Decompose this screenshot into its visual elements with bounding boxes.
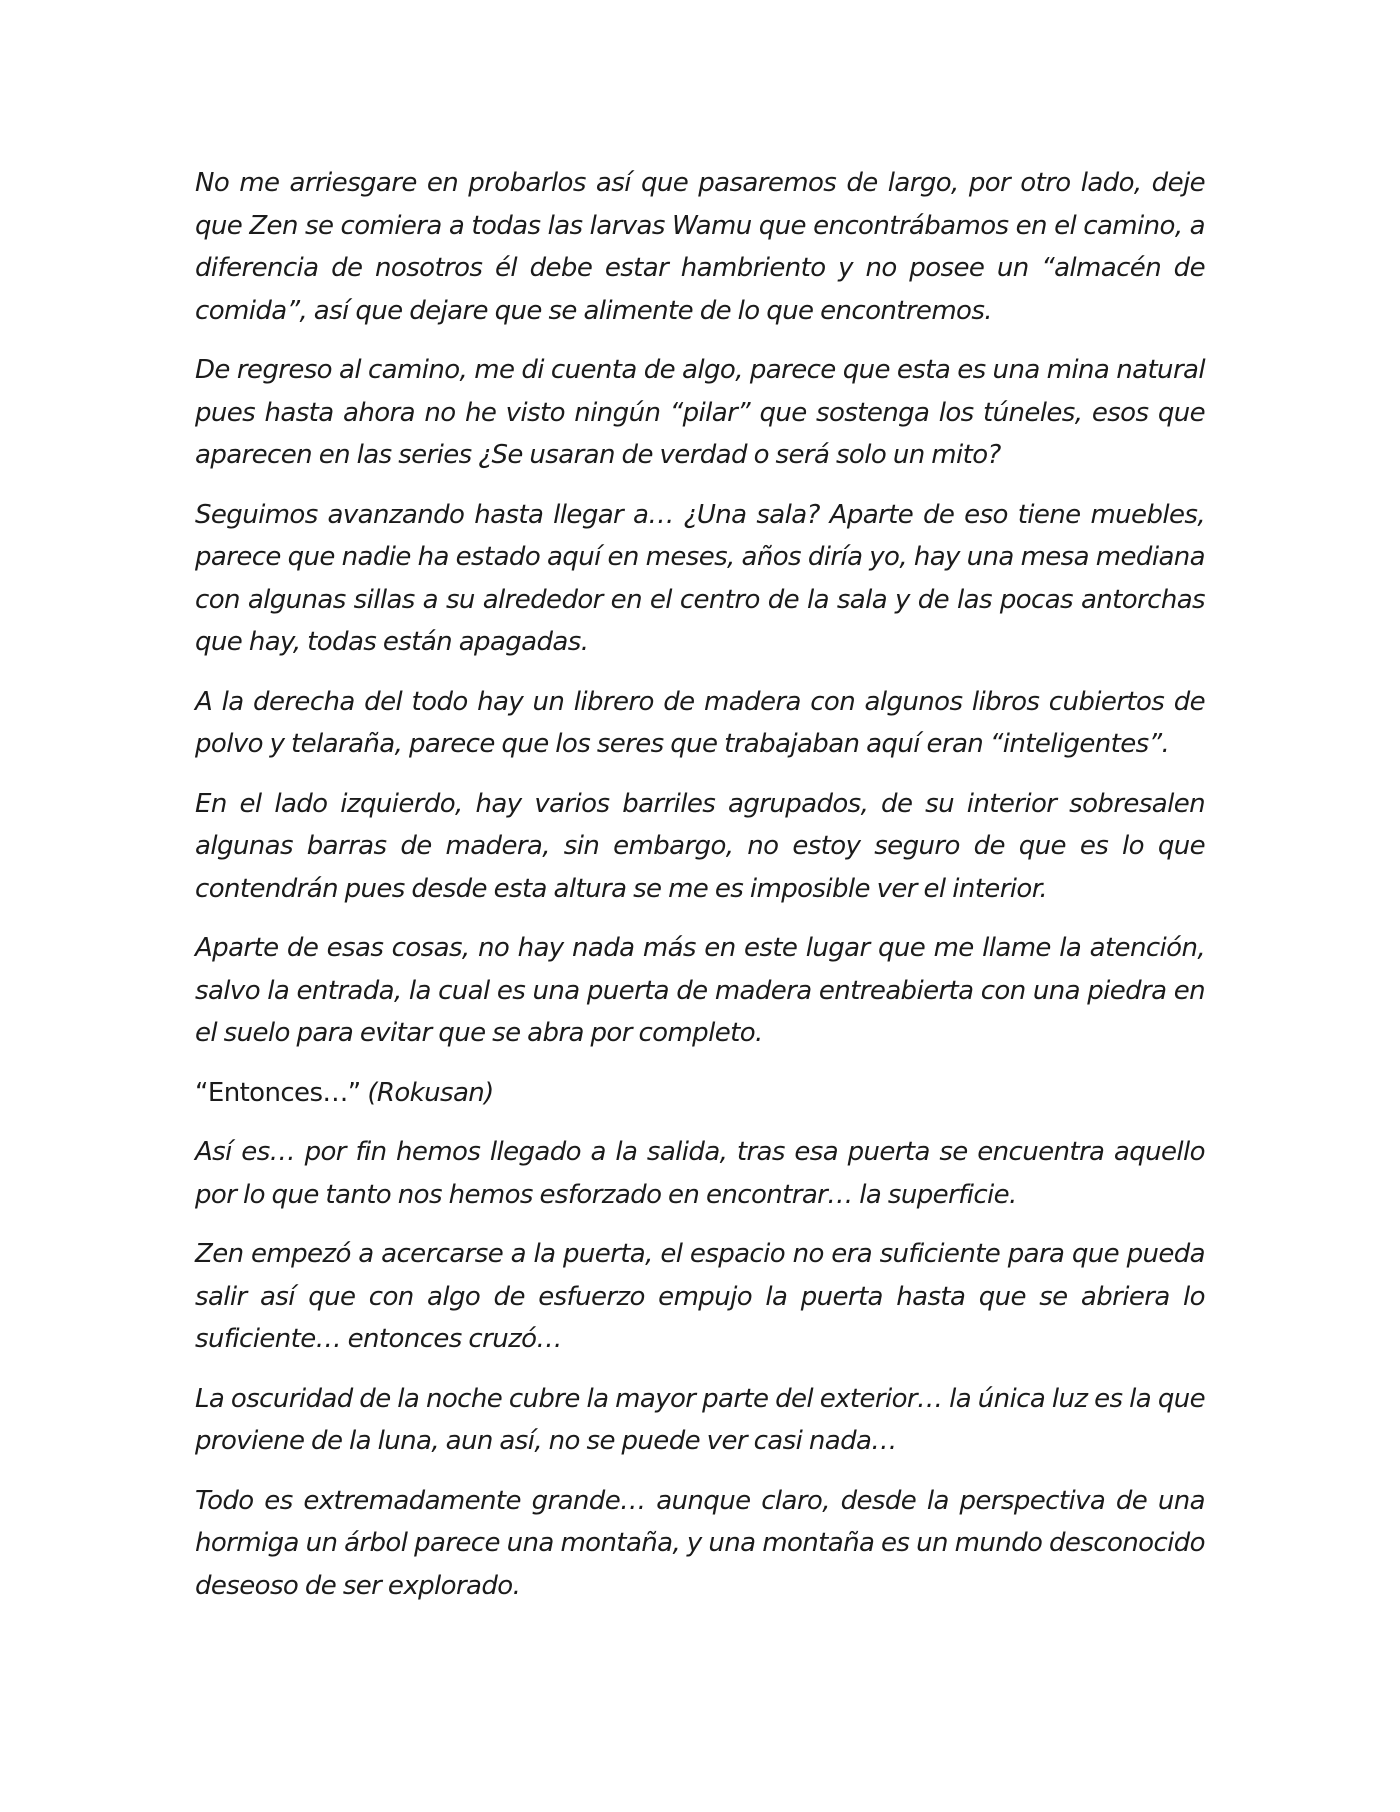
paragraph: Todo es extremadamente grande… aunque claro, desde la perspectiva de una hormiga un árbol parece una montaña, y una montaña es un mundo desconocido deseoso de ser explorado. [195,1485,1205,1601]
paragraph: A la derecha del todo hay un librero de madera con algunos libros cubiertos de polvo y telaraña, parece que los seres que trabajaban aquí eran “inteligentes”. [195,686,1205,759]
paragraph: Seguimos avanzando hasta llegar a… ¿Una sala? Aparte de eso tiene muebles, parece que nadie ha estado aquí en meses, años diría yo, hay una mesa mediana con algunas sillas a su alrededor en el centro de la sala y de las pocas antorchas que hay, todas están apagadas. [195,499,1205,657]
paragraph: La oscuridad de la noche cubre la mayor parte del exterior… la única luz es la que proviene de la luna, aun así, no se puede ver casi nada… [195,1383,1205,1456]
paragraph: No me arriesgare en probarlos así que pasaremos de largo, por otro lado, deje que Zen se comiera a todas las larvas Wamu que encontrábamos en el camino, a diferencia de nosotros él debe estar hambriento y no posee un “almacén de comida”, así que dejare que se alimente de lo que encontremos. [195,168,1205,326]
dialogue-quote: “Entonces…” [195,1077,361,1108]
dialogue-speaker: (Rokusan) [367,1077,494,1108]
paragraph: Así es… por fin hemos llegado a la salida, tras esa puerta se encuentra aquello por lo que tanto nos hemos esforzado en encontrar… la superficie. [195,1137,1205,1210]
paragraph: De regreso al camino, me di cuenta de algo, parece que esta es una mina natural pues hasta ahora no he visto ningún “pilar” que sostenga los túneles, esos que aparecen en las series ¿Se usaran de verdad o será solo un mito? [195,355,1205,470]
paragraph: Aparte de esas cosas, no hay nada más en este lugar que me llame la atención, salvo la entrada, la cual es una puerta de madera entreabierta con una piedra en el suelo para evitar que se abra por completo. [195,933,1205,1048]
dialogue-line [195,1072,1205,1115]
paragraph: Zen empezó a acercarse a la puerta, el espacio no era suficiente para que pueda salir así que con algo de esfuerzo empujo la puerta hasta que se abriera lo suficiente… entonces cruzó… [195,1239,1205,1354]
document-body [195,162,1205,1624]
paragraph: En el lado izquierdo, hay varios barriles agrupados, de su interior sobresalen algunas barras de madera, sin embargo, no estoy seguro de que es lo que contendrán pues desde esta altura se me es imposible ver el interior. [195,788,1205,904]
